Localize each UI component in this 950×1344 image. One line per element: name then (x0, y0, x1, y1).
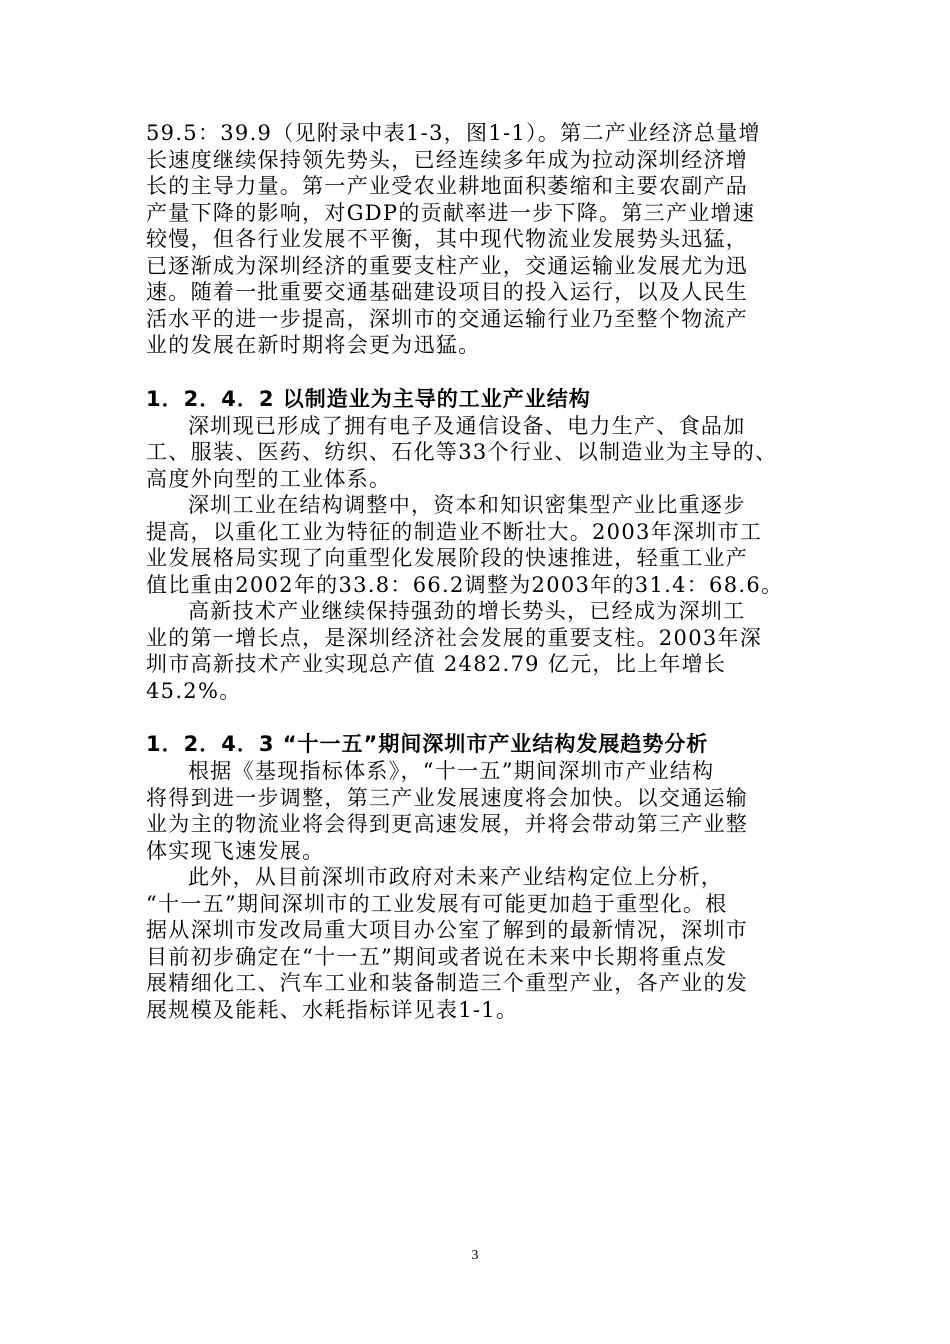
text-line: 值比重由2002年的33.8：66.2调整为2003年的31.4：68.6。 (146, 572, 784, 597)
section-heading: 1．2．4．2 以制造业为主导的工业产业结构 (146, 386, 591, 411)
text-line: 展精细化工、汽车工业和装备制造三个重型产业，各产业的发 (146, 971, 749, 995)
paragraph-economy-structure (146, 120, 806, 359)
text-line: 深圳现已形成了拥有电子及通信设备、电力生产、食品加 (188, 413, 746, 438)
section-five-year-plan (146, 730, 806, 1023)
text-line: 长的主导力量。第一产业受农业耕地面积萎缩和主要农副产品 (146, 174, 749, 198)
text-line: 产量下降的影响，对GDP的贡献率进一步下降。第三产业增速 (146, 200, 756, 225)
section-heading: 1．2．4．3 “十一五”期间深圳市产业结构发展趋势分析 (146, 732, 709, 756)
section-manufacturing (146, 385, 806, 705)
text-line: 业的第一增长点，是深圳经济社会发展的重要支柱。2003年深 (146, 625, 763, 650)
text-line: 据从深圳市发改局重大项目办公室了解到的最新情况，深圳市 (146, 918, 749, 942)
paragraph-industrial-system (146, 413, 806, 493)
section-spacer (146, 704, 806, 730)
text-line: 目前初步确定在“十一五”期间或者说在未来中长期将重点发 (146, 944, 728, 969)
page-number: 3 (471, 1248, 479, 1263)
text-line: 体实现飞速发展。 (146, 838, 325, 863)
text-line: 较慢，但各行业发展不平衡，其中现代物流业发展势头迅猛， (146, 227, 749, 251)
text-line: 业为主的物流业将会得到更高速发展，并将会带动第三产业整 (146, 812, 749, 836)
text-line: 提高，以重化工业为特征的制造业不断壮大。2003年深圳市工 (146, 519, 763, 544)
text-line: 活水平的进一步提高，深圳市的交通运输行业乃至整个物流产 (146, 306, 749, 331)
text-line: 已逐渐成为深圳经济的重要支柱产业，交通运输业发展尤为迅 (146, 253, 749, 278)
page-body (146, 120, 806, 1023)
text-line: 工、服装、医药、纺织、石化等33个行业、以制造业为主导的、 (146, 440, 778, 464)
text-line: 业的发展在新时期将会更为迅猛。 (146, 333, 481, 357)
text-line: 速。随着一批重要交通基础建设项目的投入运行，以及人民生 (146, 280, 749, 304)
paragraph-structure-adjustment (146, 492, 806, 598)
paragraph-heavy-industry (146, 864, 806, 1023)
text-line: 59.5：39.9（见附录中表1-3，图1-1）。第二产业经济总量增 (146, 121, 761, 145)
text-line: 高新技术产业继续保持强劲的增长势头，已经成为深圳工 (188, 599, 746, 623)
paragraph-indicator-system (146, 758, 806, 864)
text-line: 45.2%。 (146, 678, 242, 703)
section-spacer (146, 359, 806, 385)
text-line: 业发展格局实现了向重型化发展阶段的快速推进，轻重工业产 (146, 546, 749, 570)
text-line: 长速度继续保持领先势头，已经连续多年成为拉动深圳经济增 (146, 147, 749, 172)
text-line: 高度外向型的工业体系。 (146, 466, 392, 491)
text-line: 圳市高新技术产业实现总产值 2482.79 亿元，比上年增长 (146, 652, 727, 676)
text-line: 此外，从目前深圳市政府对未来产业结构定位上分析， (188, 865, 724, 889)
text-line: “十一五”期间深圳市的工业发展有可能更加趋于重型化。根 (146, 891, 728, 916)
paragraph-high-tech (146, 598, 806, 704)
text-line: 将得到进一步调整，第三产业发展速度将会加快。以交通运输 (146, 785, 749, 810)
text-line: 深圳工业在结构调整中，资本和知识密集型产业比重逐步 (188, 493, 746, 517)
text-line: 展规模及能耗、水耗指标详见表1-1。 (146, 997, 519, 1022)
text-line: 根据《基现指标体系》，“十一五”期间深圳市产业结构 (188, 759, 715, 783)
